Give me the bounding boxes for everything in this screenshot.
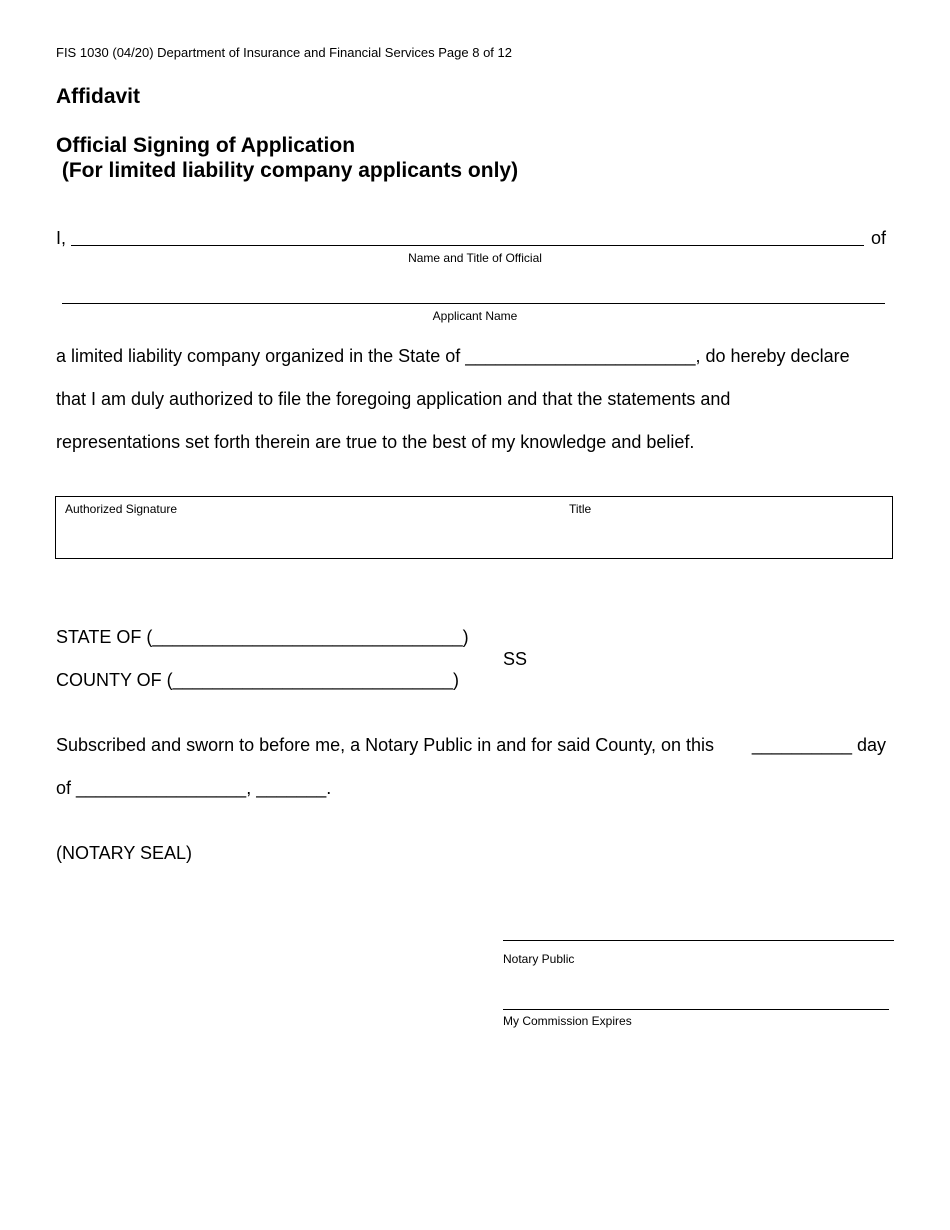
official-name-prefix: I, — [56, 228, 67, 248]
ss-label: SS — [503, 649, 528, 669]
state-of-field[interactable]: STATE OF (_______________________________) — [56, 627, 469, 647]
applicant-name-field[interactable] — [62, 286, 885, 304]
notary-seal-label: (NOTARY SEAL) — [56, 843, 193, 863]
official-name-caption: Name and Title of Official — [408, 251, 542, 265]
page-subtitle: (For limited liability company applicants only) — [56, 159, 519, 182]
affidavit-heading: Affidavit — [56, 85, 140, 108]
page-header: FIS 1030 (04/20) Department of Insurance and Financial Services Page 8 of 12 — [56, 45, 512, 60]
signature-box[interactable] — [55, 496, 893, 559]
official-name-suffix: of — [870, 228, 886, 248]
day-field[interactable]: __________ day — [751, 735, 886, 755]
subscribed-line-1 — [56, 735, 886, 756]
state-of-organization-field[interactable]: _______________________ — [465, 346, 696, 366]
page-title: Official Signing of Application — [56, 134, 356, 157]
declaration-line-2: that I am duly authorized to file the foregoing application and that the statements and — [56, 389, 731, 409]
declaration-line-1-start: a limited liability company organized in the State of — [56, 346, 461, 366]
applicant-name-caption: Applicant Name — [432, 309, 518, 323]
declaration-line-1-end: , do hereby declare — [695, 346, 850, 366]
declaration-line-1 — [56, 346, 850, 367]
commission-expires-line[interactable] — [503, 1009, 889, 1010]
commission-expires-caption: My Commission Expires — [503, 1014, 632, 1028]
declaration-line-3: representations set forth therein are true to the best of my knowledge and belief. — [56, 432, 695, 452]
county-of-field[interactable]: COUNTY OF (____________________________) — [56, 670, 459, 690]
official-name-field[interactable] — [71, 228, 864, 246]
subscribed-text: Subscribed and sworn to before me, a Notary Public in and for said County, on this — [56, 735, 715, 755]
title-label: Title — [569, 502, 592, 516]
month-year-field[interactable]: of _________________, _______. — [56, 778, 332, 798]
notary-signature-line[interactable] — [503, 940, 894, 941]
notary-public-caption: Notary Public — [503, 952, 575, 966]
authorized-signature-label: Authorized Signature — [65, 502, 178, 516]
